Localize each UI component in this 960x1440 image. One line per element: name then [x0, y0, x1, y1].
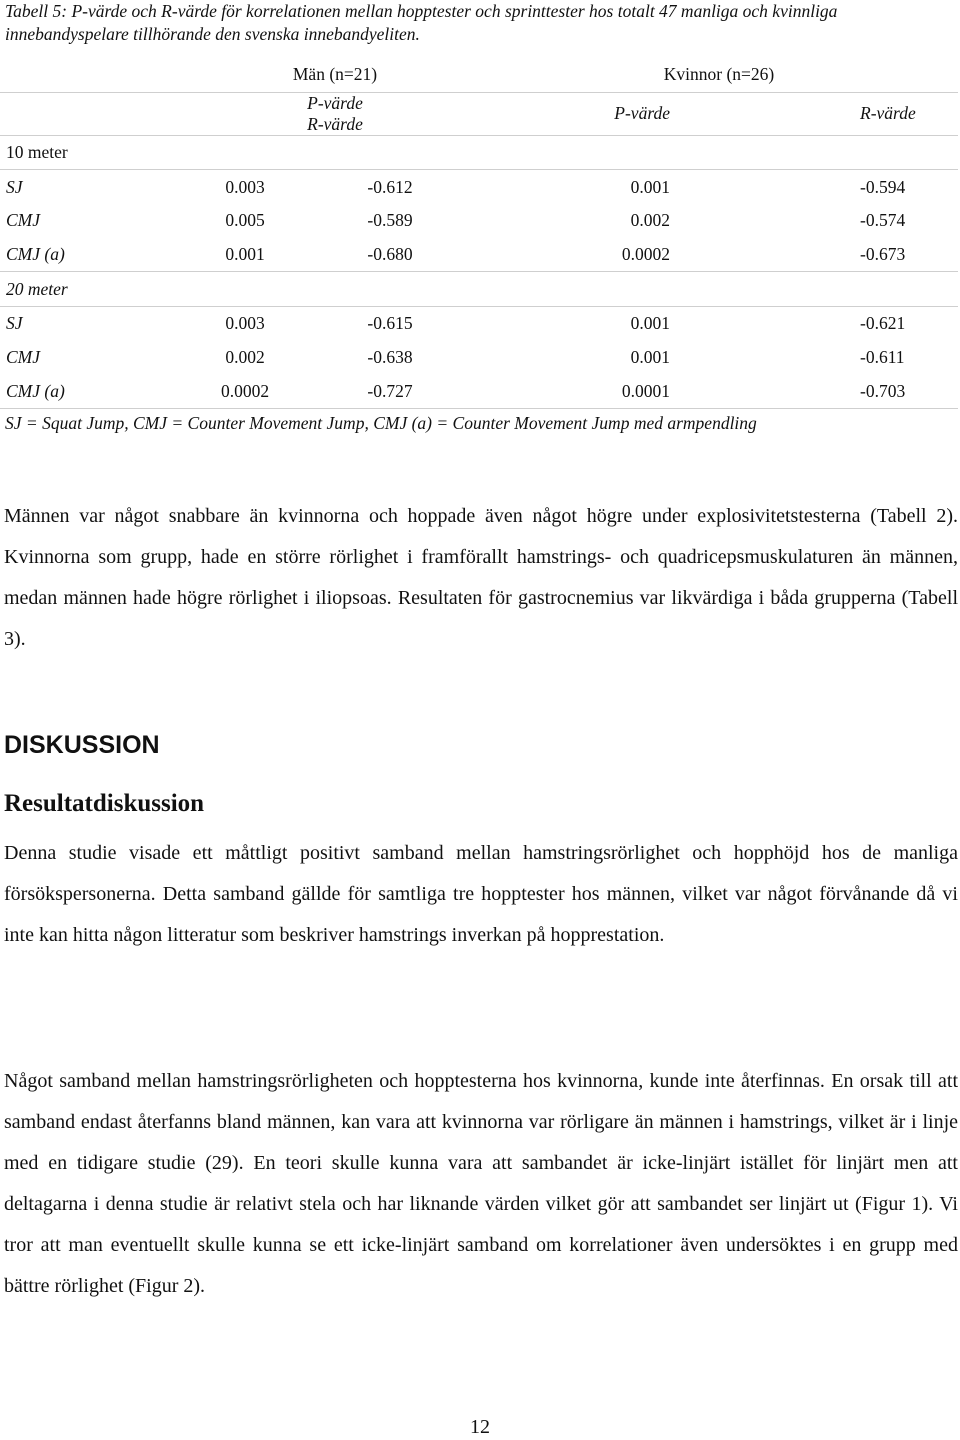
table-row	[0, 341, 958, 375]
men-r-value: -0.727	[300, 375, 480, 409]
men-r-value: -0.589	[367, 210, 413, 231]
subsection-heading: Resultatdiskussion	[4, 790, 205, 817]
men-p-value: 0.0002	[190, 375, 300, 409]
group-women-header: Kvinnor (n=26)	[663, 64, 775, 85]
women-r-value: -0.594	[860, 176, 906, 197]
table-row	[0, 375, 958, 409]
women-p-header: P-värde	[480, 92, 710, 135]
section-heading: DISKUSSION	[4, 731, 160, 759]
women-p-value: 0.002	[630, 210, 670, 231]
correlation-table	[0, 58, 958, 409]
discussion-paragraph-2: Något samband mellan hamstringsrörligheten och hopptesterna hos kvinnorna, kunde inte återfinnas. En orsak till att samband endast återfanns bland männen, kan vara att kvinnorna var rörligare än männen i hamstrings, vilket är i linje med en tidigare studie (29). En teori skulle kunna vara att sambandet är icke-linjärt istället för linjärt men att deltagarna i denna studie är relativt stela och har liknande värden vilket gör att sambandet ser linjärt ut (Figur 1). Vi tror att man eventuellt skulle kunna se ett icke-linjärt samband om korrelationer även undersöktes i en grupp med bättre rörlighet (Figur 2).	[4, 1070, 958, 1297]
women-p-value: 0.0002	[480, 238, 710, 272]
women-p-value: 0.001	[630, 347, 670, 368]
table-row	[0, 238, 958, 272]
row-label: CMJ	[6, 347, 41, 368]
group-header-row	[0, 58, 958, 92]
men-r-value: -0.612	[367, 176, 413, 197]
table-caption: Tabell 5: P-värde och R-värde för korrelationen mellan hopptester och sprinttester hos totalt 47 manliga och kvinnliga innebandyspelare tillhörande den svenska innebandyeliten.	[5, 1, 838, 44]
women-r-value: -0.621	[860, 313, 906, 334]
women-r-value: -0.574	[860, 210, 906, 231]
men-p-value: 0.002	[225, 347, 265, 368]
men-r-value: -0.680	[300, 238, 480, 272]
row-label: SJ	[6, 313, 23, 334]
section-10m-row	[0, 135, 958, 170]
men-p-value: 0.005	[225, 210, 265, 231]
women-p-value: 0.001	[630, 313, 670, 334]
row-label: CMJ	[6, 210, 41, 231]
results-paragraph: Männen var något snabbare än kvinnorna och hoppade även något högre under explosivitetstesterna (Tabell 2). Kvinnorna som grupp, hade en större rörlighet i framförallt hamstrings- och quadricepsmuskulaturen än männen, medan männen hade högre rörlighet i iliopsoas. Resultaten för gastrocnemius var likvärdiga i båda grupperna (Tabell 3).	[4, 505, 958, 650]
women-r-value: -0.673	[860, 238, 958, 272]
men-p-value: 0.003	[225, 313, 265, 334]
row-label: CMJ (a)	[0, 375, 190, 409]
women-r-value: -0.703	[860, 375, 958, 409]
men-p-value: 0.001	[190, 238, 300, 272]
section-10m-label: 10 meter	[0, 135, 958, 170]
men-r-value: -0.638	[367, 347, 413, 368]
table-row	[0, 204, 958, 238]
table-row	[0, 307, 958, 341]
men-r-value: -0.615	[367, 313, 413, 334]
men-p-header: P-värde	[307, 92, 363, 113]
men-p-value: 0.003	[225, 176, 265, 197]
women-p-value: 0.001	[630, 176, 670, 197]
page-number: 12	[470, 1416, 490, 1438]
section-20m-label: 20 meter	[0, 272, 958, 307]
women-p-value: 0.0001	[480, 375, 710, 409]
section-20m-row	[0, 272, 958, 307]
men-r-header: R-värde	[307, 113, 363, 134]
row-label: CMJ (a)	[0, 238, 190, 272]
discussion-paragraph-1: Denna studie visade ett måttligt positivt samband mellan hamstringsrörlighet och hopphöjd hos de manliga försökspersonerna. Detta samband gällde för samtliga tre hopptester hos männen, vilket var något förvånande då vi inte kan hitta någon litteratur som beskriver hamstrings inverkan på hopprestation.	[4, 842, 958, 946]
subheader-row	[0, 92, 958, 135]
row-label: SJ	[6, 176, 23, 197]
table-footnote: SJ = Squat Jump, CMJ = Counter Movement Jump, CMJ (a) = Counter Movement Jump med armpendling	[5, 413, 757, 433]
group-men-header: Män (n=21)	[292, 64, 378, 85]
women-r-header: R-värde	[860, 92, 958, 135]
table-row	[0, 170, 958, 204]
women-r-value: -0.611	[860, 347, 905, 368]
